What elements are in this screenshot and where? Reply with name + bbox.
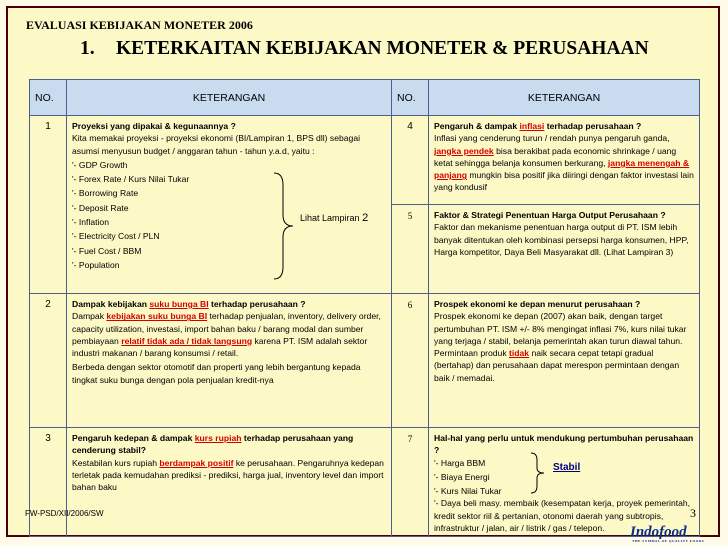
body-text: mungkin bisa positif jika diiringi dengan faktor investasi lain yang kondusif [434,170,694,193]
body-text: Prospek ekonomi ke depan (2007) akan baik, dengan target pertumbuhan PT. ISM +/- 8% mengingat inflasi 7%, kurs nilai tukar yang terjaga / stabil, belanja pemerintah akan turun diawal tahun. Permintaan produk [434,311,687,359]
list-item: '- Harga BBM [434,457,486,468]
list-item: '- Forex Rate / Kurs Nilai Tukar [72,174,190,185]
row-content-7 [429,428,700,537]
heading-text: terhadap perusahaan ? [208,299,306,309]
stabil-label: Stabil [553,462,581,473]
heading-text: Pengaruh kedepan & dampak [72,433,195,443]
row-content-2 [67,294,392,428]
footer-code: FW-PSD/XII/2006/SW [25,509,104,518]
heading-text: terhadap perusahaan ? [544,121,642,131]
page-title [80,38,649,60]
row-body-2: Berbeda dengan sektor otomotif dan properti yang lebih bergantung kepada tingkat suku bunga dengan pola penjualan kredit-nya [72,362,361,385]
highlight-kebijakan: kebijakan suku bunga BI [106,311,208,322]
row-heading [434,121,641,131]
row-heading: Proyeksi yang dipakai & kegunaannya ? [72,121,236,131]
header-row [30,80,700,116]
col-header-keterangan: KETERANGAN [67,80,392,116]
title-number: 1. [80,38,95,59]
table-row [30,294,700,428]
body-text: karena PT. ISM adalah sektor industri makanan / barang konsumsi / retail. [72,335,368,359]
list-item: '- Fuel Cost / BBM [72,245,142,256]
row-number: 7 [392,428,429,537]
row-number: 5 [392,205,429,294]
page-number: 3 [690,506,696,520]
row-content-6 [429,294,700,428]
curly-brace-icon [271,171,297,281]
row-heading: Faktor & Strategi Penentuan Harga Output Perusahaan ? [434,210,666,220]
body-text: naik secara cepat tetapi gradual (bertahap) dan perusahaan dapat merespon permintaan dengan baik / memadai. [434,348,680,383]
row-heading: Hal-hal yang perlu untuk mendukung pertumbuhan perusahaan ? [434,433,694,456]
row-heading [72,433,353,455]
lihat-label: Lihat Lampiran [300,213,360,223]
list-item: '- Kurs Nilai Tukar [434,486,502,497]
list-item: '- Electricity Cost / PLN [72,231,160,242]
highlight-jangka-menengah: jangka menengah & panjang [434,157,690,181]
indofood-logo [630,524,705,543]
row-heading [72,299,306,309]
row-content-5 [429,205,700,294]
body-text: bisa berakibat pada economic shrinkage / uang ketat sehingga belanja konsumen berkurang, [434,145,677,168]
row-heading: Prospek ekonomi ke depan menurut perusahaan ? [434,299,641,309]
col-header-no-2: NO. [392,80,429,116]
body-text: Kestabilan kurs rupiah [72,457,160,468]
row-number: 4 [392,116,429,205]
logo-tagline: THE SYMBOL OF QUALITY FOODS [632,539,705,543]
table-row [30,116,700,205]
row-number: 1 [30,116,67,294]
list-item: '- GDP Growth [72,159,128,170]
row-number: 6 [392,294,429,428]
curly-brace-icon [529,452,547,494]
title-text: KETERKAITAN KEBIJAKAN MONETER & PERUSAHAAN [116,38,649,59]
list-item: '- Population [72,259,120,270]
highlight-relatif: relatif tidak ada / tidak langsung [121,335,253,346]
heading-text: terhadap perusahaan yang cenderung stabil? [72,433,354,456]
highlight-kurs-rupiah: kurs rupiah [194,433,242,443]
highlight-jangka-pendek: jangka pendek [434,145,494,156]
row-body: Kita memakai proyeksi - proyeksi ekonomi (BI/Lampiran 1, BPS dll) sebagai asumsi menyusun budget / anggaran tahun - tahun y.a.d, yaitu : [72,133,361,156]
row-number: 2 [30,294,67,428]
col-header-no: NO. [30,80,67,116]
body-text: ke perusahaan. Pengaruhnya kedepan terletak pada kemudahan prediksi - prediksi, harga jual, inventory level dan import bahan baku [72,457,384,493]
body-text: Dampak [72,311,107,322]
heading-text: Pengaruh & dampak [434,121,520,131]
body-text: terhadap penjualan, inventory, delivery order, capacity utilization, investasi, import bahan baku / barang modal dan sumber pembiayaan [72,311,381,346]
highlight-tidak: tidak [509,348,530,359]
body-text: Inflasi yang cenderung turun / rendah punya pengaruh ganda, [434,133,670,144]
list-item: '- Biaya Energi [434,471,490,482]
row-number: 3 [30,428,67,537]
policy-table [29,79,700,537]
logo-text: Indofood [630,524,687,540]
list-item: '- Inflation [72,217,109,228]
lihat-number: 2 [362,212,369,224]
highlight-berdampak: berdampak positif [159,457,234,468]
row-body: '- Daya beli masy. membaik (kesempatan kerja, proyek pemerintah, kredit sektor riil & pertanian, otonomi daerah yang subtropis, infrastruktur / jalan, air / listrik / gas / telepon. [434,498,691,534]
eval-title: EVALUASI KEBIJAKAN MONETER 2006 [26,18,253,32]
row-content-1 [67,116,392,294]
col-header-keterangan-2: KETERANGAN [429,80,700,116]
table-row [30,428,700,537]
highlight-inflasi: inflasi [519,121,545,131]
row-content-3 [67,428,392,537]
lihat-lampiran-note [300,212,368,224]
list-item: '- Deposit Rate [72,202,129,213]
list-item: '- Borrowing Rate [72,188,139,199]
heading-text: Dampak kebijakan [72,299,150,309]
row-body: Faktor dan mekanisme penentuan harga output di PT. ISM lebih banyak ditentukan oleh kombinasi persepsi harga konsumen, HPP, Harga kompetitor, Daya Beli Masyarakat dll. (Lihat Lampiran 3) [434,222,689,257]
highlight-suku-bunga: suku bunga BI [149,299,209,309]
row-content-4 [429,116,700,205]
